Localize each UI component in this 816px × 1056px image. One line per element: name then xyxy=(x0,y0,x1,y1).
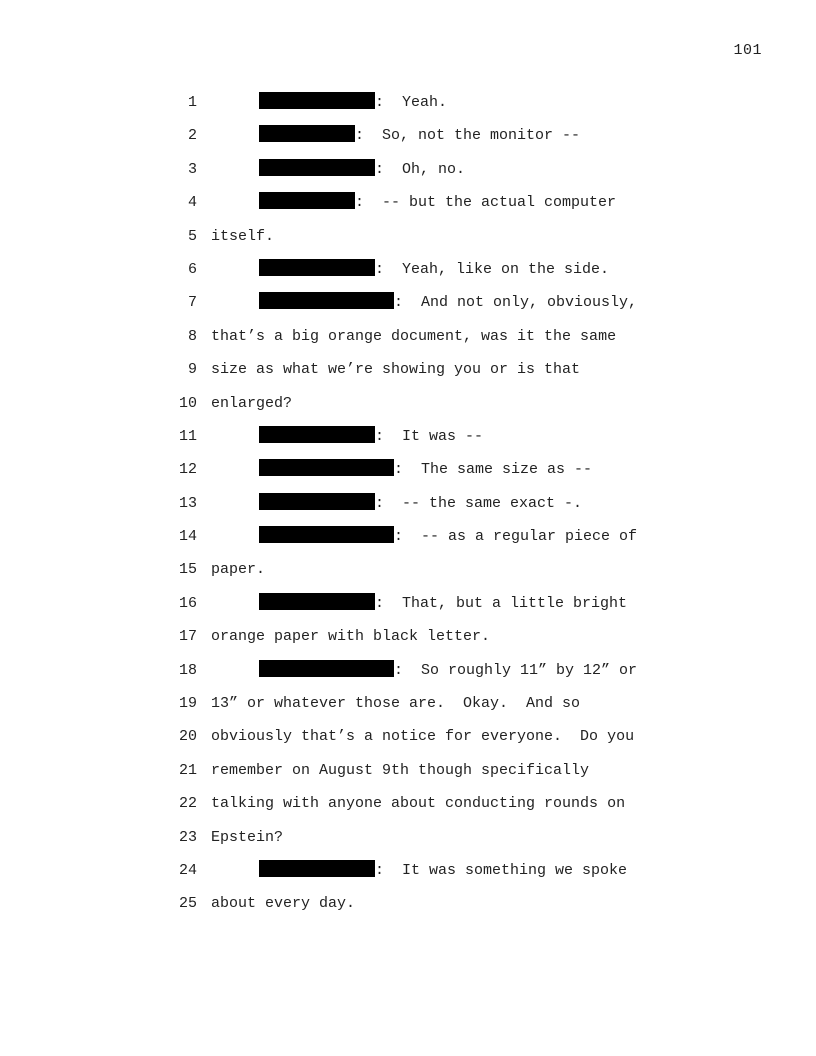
speaker-line xyxy=(259,253,609,286)
line-number: 22 xyxy=(178,795,197,813)
transcript-line xyxy=(0,487,816,520)
line-number: 9 xyxy=(187,361,197,379)
line-text: : -- the same exact -. xyxy=(375,494,583,512)
continuation-line xyxy=(211,787,625,820)
transcript-line xyxy=(0,654,816,687)
transcript-line xyxy=(0,520,816,553)
line-number: 16 xyxy=(178,594,197,612)
transcript-line xyxy=(0,687,816,720)
speaker-line xyxy=(259,854,627,887)
continuation-line xyxy=(211,620,490,653)
page-number: 101 xyxy=(733,42,762,59)
redacted-speaker-name xyxy=(259,860,375,877)
line-text: size as what we’re showing you or is that xyxy=(211,361,581,379)
line-text: : Yeah, like on the side. xyxy=(375,260,610,278)
transcript-line xyxy=(0,887,816,920)
transcript-line xyxy=(0,587,816,620)
speaker-line xyxy=(259,654,637,687)
line-text: itself. xyxy=(211,227,275,245)
line-text: : It was something we spoke xyxy=(375,861,628,879)
transcript-line xyxy=(0,821,816,854)
transcript-line xyxy=(0,353,816,386)
redacted-speaker-name xyxy=(259,259,375,276)
redacted-speaker-name xyxy=(259,426,375,443)
transcript-line xyxy=(0,220,816,253)
transcript-line xyxy=(0,86,816,119)
line-number: 15 xyxy=(178,561,197,579)
transcript-body xyxy=(0,86,816,921)
line-number: 10 xyxy=(178,394,197,412)
continuation-line xyxy=(211,320,616,353)
line-number: 14 xyxy=(178,528,197,546)
line-number: 12 xyxy=(178,461,197,479)
line-number: 2 xyxy=(187,127,197,145)
line-number: 3 xyxy=(187,160,197,178)
transcript-line xyxy=(0,553,816,586)
transcript-line xyxy=(0,153,816,186)
transcript-line xyxy=(0,253,816,286)
continuation-line xyxy=(211,687,580,720)
line-text: : -- but the actual computer xyxy=(355,194,617,212)
continuation-line xyxy=(211,353,580,386)
speaker-line xyxy=(259,487,582,520)
redacted-speaker-name xyxy=(259,593,375,610)
line-text: : It was -- xyxy=(375,427,484,445)
transcript-line xyxy=(0,854,816,887)
redacted-speaker-name xyxy=(259,526,394,543)
line-text: : Yeah. xyxy=(375,94,448,111)
redacted-speaker-name xyxy=(259,125,355,142)
line-text: : Oh, no. xyxy=(375,160,466,178)
line-number: 13 xyxy=(178,494,197,512)
transcript-line xyxy=(0,420,816,453)
speaker-line xyxy=(259,86,447,119)
speaker-line xyxy=(259,153,465,186)
line-text: Epstein? xyxy=(211,828,284,846)
line-number: 23 xyxy=(178,828,197,846)
line-number: 7 xyxy=(187,294,197,312)
line-text: paper. xyxy=(211,561,266,579)
line-number: 19 xyxy=(178,695,197,713)
speaker-line xyxy=(259,119,580,152)
line-number: 25 xyxy=(178,895,197,913)
transcript-line xyxy=(0,387,816,420)
transcript-line xyxy=(0,320,816,353)
continuation-line xyxy=(211,821,283,854)
line-number: 1 xyxy=(187,94,197,111)
line-number: 20 xyxy=(178,728,197,746)
redacted-speaker-name xyxy=(259,192,355,209)
line-number: 17 xyxy=(178,628,197,646)
line-text: enlarged? xyxy=(211,394,293,412)
line-text: obviously that’s a notice for everyone. Do you xyxy=(211,728,635,746)
transcript-line xyxy=(0,754,816,787)
redacted-speaker-name xyxy=(259,159,375,176)
transcript-line xyxy=(0,787,816,820)
speaker-line xyxy=(259,186,616,219)
continuation-line xyxy=(211,553,265,586)
transcript-line xyxy=(0,620,816,653)
line-text: 13” or whatever those are. Okay. And so xyxy=(211,695,581,713)
line-number: 6 xyxy=(187,260,197,278)
continuation-line xyxy=(211,720,634,753)
line-text: : So, not the monitor -- xyxy=(355,127,581,145)
continuation-line xyxy=(211,387,292,420)
line-number: 5 xyxy=(187,227,197,245)
line-text: remember on August 9th though specifically xyxy=(211,761,590,779)
line-text: : So roughly 11” by 12” or xyxy=(394,661,638,679)
line-text: about every day. xyxy=(211,895,356,913)
continuation-line xyxy=(211,754,589,787)
speaker-line xyxy=(259,420,483,453)
line-number: 8 xyxy=(187,327,197,345)
redacted-speaker-name xyxy=(259,92,375,109)
line-text: talking with anyone about conducting rounds on xyxy=(211,795,626,813)
line-text: : The same size as -- xyxy=(394,461,593,479)
transcript-line xyxy=(0,720,816,753)
line-number: 18 xyxy=(178,661,197,679)
transcript-line xyxy=(0,119,816,152)
speaker-line xyxy=(259,453,592,486)
line-text: : That, but a little bright xyxy=(375,594,628,612)
speaker-line xyxy=(259,587,627,620)
line-number: 24 xyxy=(178,861,197,879)
line-text: : -- as a regular piece of xyxy=(394,528,638,546)
transcript-line xyxy=(0,453,816,486)
continuation-line xyxy=(211,220,274,253)
redacted-speaker-name xyxy=(259,493,375,510)
speaker-line xyxy=(259,286,637,319)
line-number: 21 xyxy=(178,761,197,779)
line-number: 11 xyxy=(178,427,197,445)
redacted-speaker-name xyxy=(259,660,394,677)
line-text: orange paper with black letter. xyxy=(211,628,491,646)
line-number: 4 xyxy=(187,194,197,212)
line-text: : And not only, obviously, xyxy=(394,294,638,312)
redacted-speaker-name xyxy=(259,292,394,309)
line-text: that’s a big orange document, was it the same xyxy=(211,327,617,345)
transcript-line xyxy=(0,286,816,319)
speaker-line xyxy=(259,520,637,553)
redacted-speaker-name xyxy=(259,459,394,476)
transcript-line xyxy=(0,186,816,219)
continuation-line xyxy=(211,887,355,920)
